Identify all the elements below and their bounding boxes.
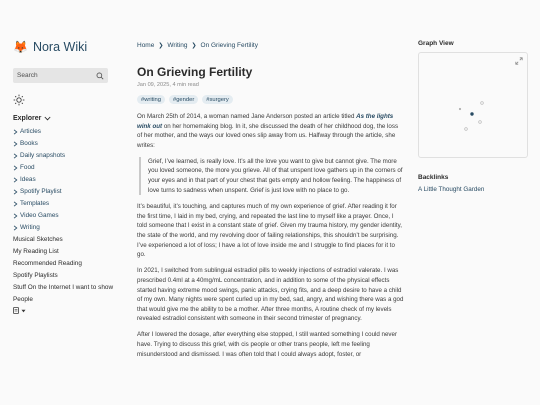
graph-view-title: Graph View — [418, 40, 454, 47]
folder-writing[interactable] — [13, 222, 123, 234]
fox-logo-icon: 🦊 — [13, 40, 28, 54]
chevron-right-icon — [13, 189, 18, 195]
article-link[interactable]: As the lights wink out — [137, 113, 394, 130]
page-title: On Grieving Fertility — [137, 65, 253, 79]
backlinks-section — [418, 174, 528, 193]
article-paragraph: After I lowered the dosage, after everything else stopped, I still wanted something I could never have. Trying to discuss this grief, with cis people or other trans people, left me feeling misunderstood and dismissed. I was often told that I could always adopt, foster, or — [137, 331, 398, 358]
file-item[interactable]: Recommended Reading — [13, 260, 82, 267]
breadcrumb-writing[interactable]: Writing — [167, 41, 188, 49]
tag-list — [137, 95, 404, 104]
paragraph-text: On March 25th of 2014, a woman named Jane Anderson posted an article titled — [137, 113, 357, 120]
folder-label: Ideas — [20, 176, 36, 183]
folder-spotify-playlist[interactable] — [13, 186, 123, 198]
chevron-right-icon — [13, 177, 18, 183]
backlinks-title: Backlinks — [418, 174, 449, 181]
file-item[interactable]: Stuff On the Internet I want to show — [13, 284, 114, 291]
caret-down-icon — [21, 309, 26, 313]
folder-articles[interactable] — [13, 126, 123, 138]
folder-label: Templates — [20, 200, 50, 207]
page-meta: Jan 09, 2025, 4 min read — [137, 82, 199, 88]
explorer-toggle[interactable] — [13, 115, 123, 122]
chevron-right-icon — [13, 153, 18, 159]
graph-node — [481, 102, 484, 105]
folder-daily-snapshots[interactable] — [13, 150, 123, 162]
folder-video-games[interactable] — [13, 210, 123, 222]
left-sidebar — [13, 38, 123, 314]
article-paragraph: In 2021, I switched from sublingual estradiol pills to weekly injections of estradiol valerate. I was prescribed 0.4ml at a 40mg/mL concentration, and in addition to some of the physical effects started having extreme mood swings, panic attacks, crying fits, and a deep desire to have a child of my own. Many nights were spent curled up in my bed, sad, angry, and wishing there was a god that would give me the ability to be a mother. After three months, A routine check of my levels revealed estradiol consistent with someone in their second trimester of pregnancy. — [137, 267, 404, 323]
backlink-item[interactable]: A Little Thought Garden — [418, 186, 485, 193]
graph-node — [465, 128, 468, 131]
folder-label: Writing — [20, 224, 40, 231]
chevron-right-icon — [13, 165, 18, 171]
graph-node-current — [470, 112, 473, 115]
chevron-right-icon: ❯ — [158, 42, 164, 49]
chevron-right-icon — [13, 141, 18, 147]
folder-templates[interactable] — [13, 198, 123, 210]
main-content — [137, 40, 404, 366]
search-label: Search — [17, 72, 38, 79]
article-paragraph — [137, 112, 404, 150]
quote-text: Grief, I’ve learned, is really love. It’s all the love you want to give but cannot give. The more you loved someone, the more you grieve. All of that unspent love gathers up in the corners of your eyes and in that part of your chest that gets empty and hollow feeling. The happiness of love turns to sadness when unspent. Grief is just love with no place to go. — [148, 157, 403, 194]
search-icon — [96, 72, 104, 80]
chevron-right-icon: ❯ — [191, 42, 197, 49]
file-item[interactable]: Musical Sketches — [13, 236, 63, 243]
folder-label: Books — [20, 140, 38, 147]
tag-gender[interactable]: #gender — [169, 95, 198, 104]
blockquote — [139, 157, 404, 195]
folder-label: Articles — [20, 128, 41, 135]
explorer-tree — [13, 126, 123, 306]
chevron-right-icon — [13, 129, 18, 135]
chevron-down-icon — [44, 116, 51, 121]
breadcrumb-home[interactable]: Home — [137, 41, 155, 49]
folder-label: Food — [20, 164, 35, 171]
graph-canvas[interactable] — [419, 53, 527, 157]
folder-books[interactable] — [13, 138, 123, 150]
site-brand[interactable] — [13, 38, 123, 56]
site-title[interactable]: Nora Wiki — [32, 40, 88, 54]
folder-ideas[interactable] — [13, 174, 123, 186]
right-sidebar — [418, 40, 528, 193]
graph-node — [459, 108, 461, 110]
folder-label: Video Games — [20, 212, 59, 219]
explorer-label: Explorer — [13, 115, 42, 122]
breadcrumb — [137, 40, 404, 50]
search-button[interactable] — [13, 68, 108, 83]
folder-label: Daily snapshots — [20, 152, 66, 159]
article-body — [137, 112, 404, 359]
file-item[interactable]: People — [13, 296, 33, 303]
paragraph-text: on her homemaking blog. In it, she discussed the death of her childhood dog, the loss of her mother, and the ways our loved ones slip away from us. Halfway through the article, she writes: — [137, 122, 399, 149]
tag-writing[interactable]: #writing — [137, 95, 165, 104]
graph-node — [479, 121, 482, 124]
graph-view[interactable] — [418, 52, 528, 158]
breadcrumb-current[interactable]: On Grieving Fertility — [200, 41, 258, 49]
chevron-right-icon — [13, 201, 18, 207]
sun-icon[interactable] — [13, 94, 25, 106]
expand-graph-icon[interactable] — [515, 57, 523, 65]
file-item[interactable]: Spotify Playlists — [13, 272, 58, 279]
file-item[interactable]: My Reading List — [13, 248, 59, 255]
folder-food[interactable] — [13, 162, 123, 174]
tag-surgery[interactable]: #surgery — [202, 95, 233, 104]
chevron-right-icon — [13, 213, 18, 219]
tree-tail[interactable] — [13, 307, 123, 314]
page-icon — [13, 307, 19, 314]
folder-label: Spotify Playlist — [20, 188, 62, 195]
article-paragraph: It’s beautiful, it’s touching, and captures much of my own experience of grief. After reading it for the first time, I laid in my bed, crying, and repeated the last line to myself like a prayer. Once, I told someone that I exist in a constant state of grief. Given my trauma history, my gender identity, the state of the world, and my revolving door of failing relationships, this shouldn’t be surprising. I’ve experienced a lot of loss; I have a lot of love inside me and I struggle to find places for it to go. — [137, 203, 402, 259]
chevron-right-icon — [13, 225, 18, 231]
